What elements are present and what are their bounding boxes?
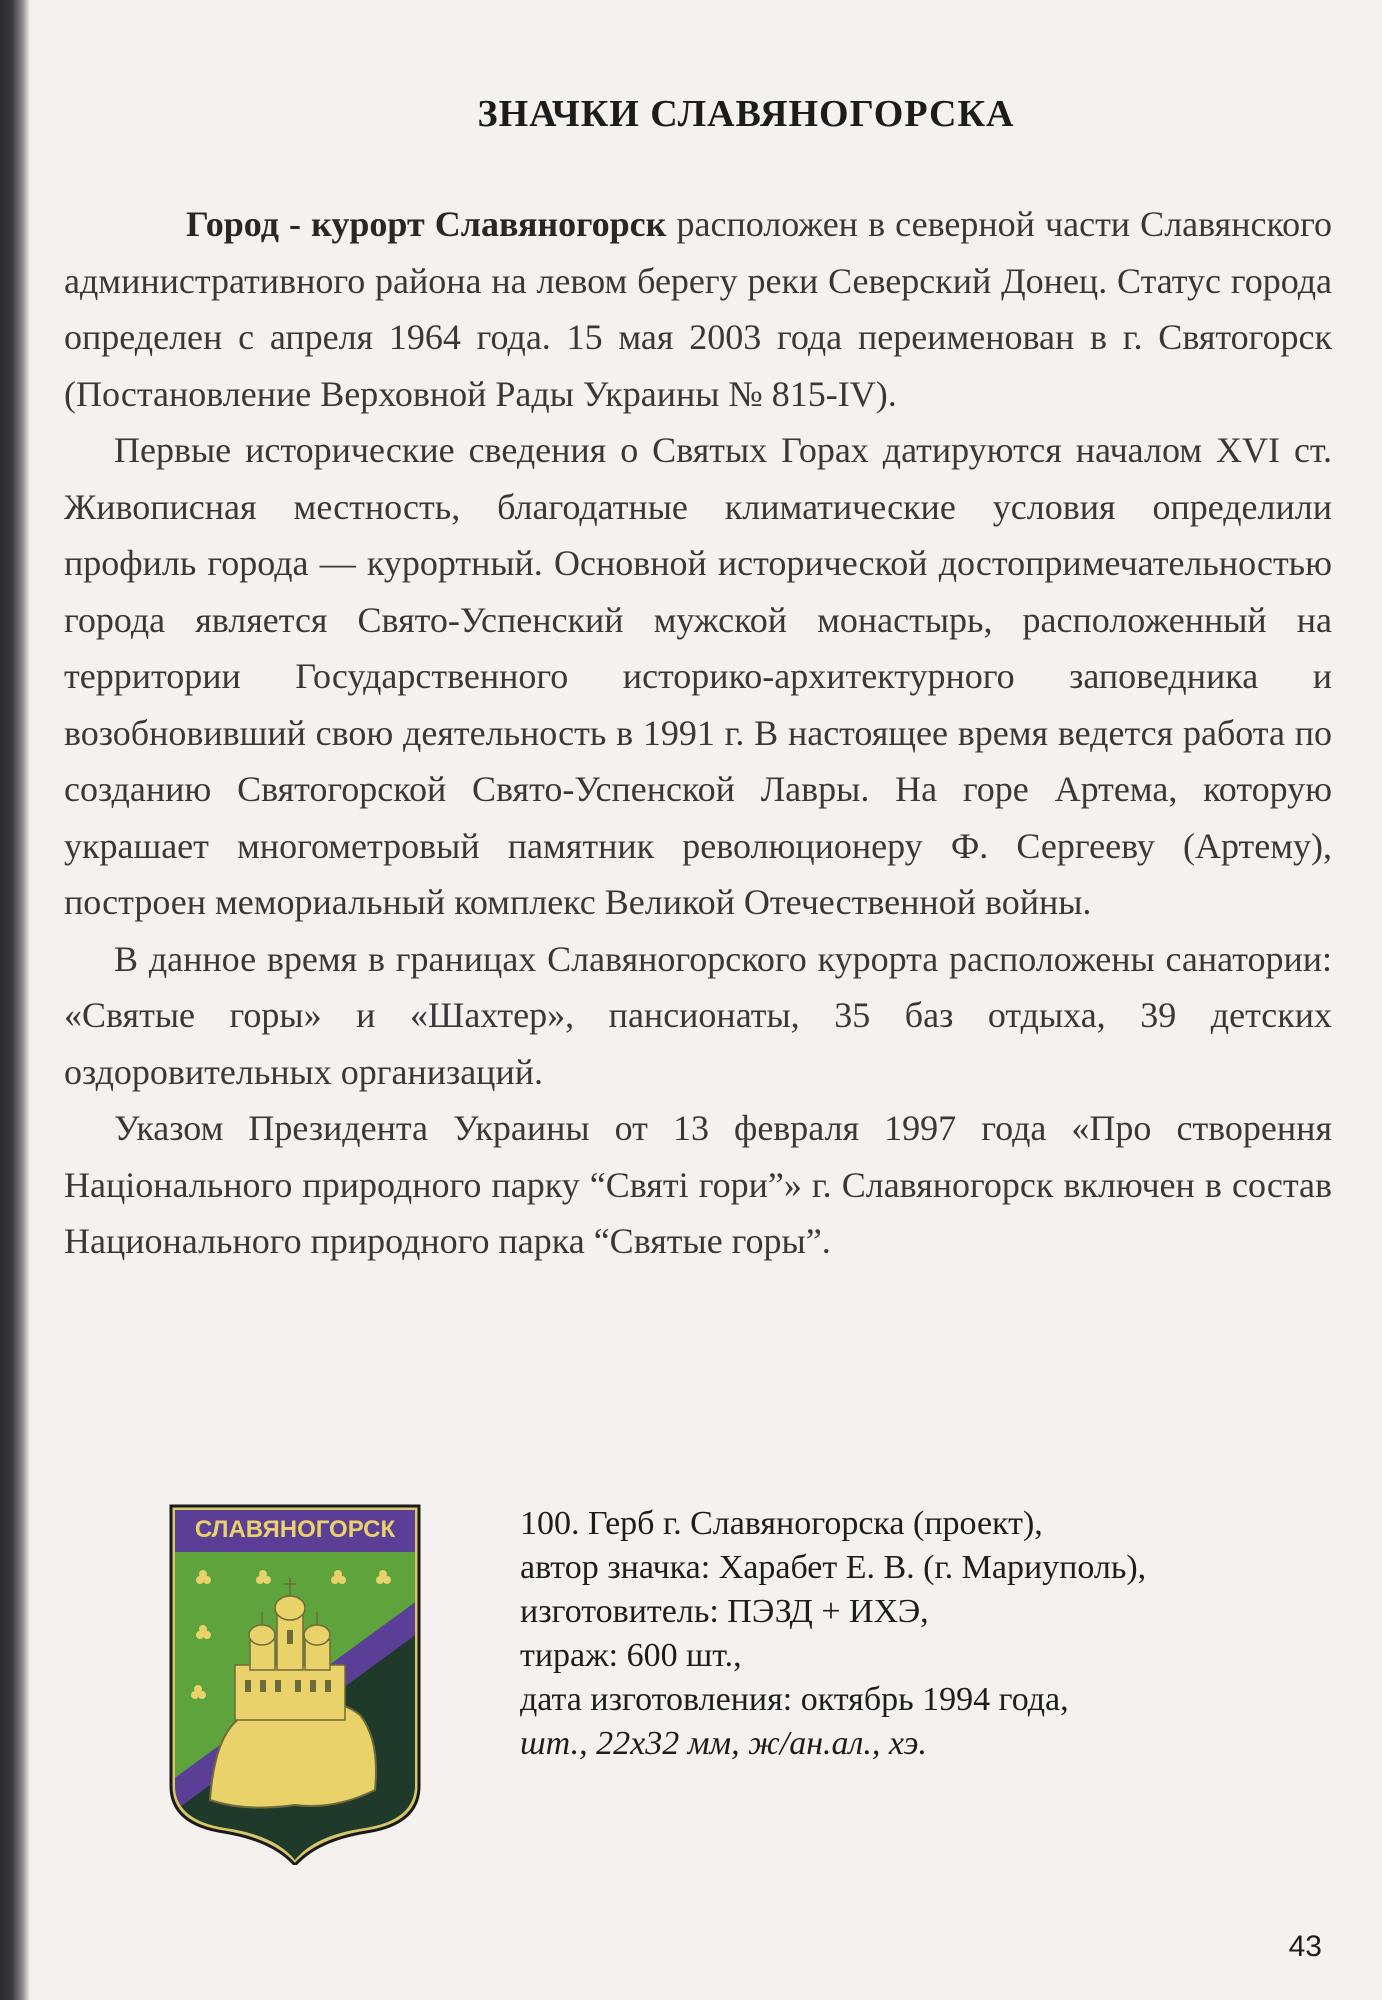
caption-line-specs: шт., 22х32 мм, ж/ан.ал., хэ.: [520, 1725, 928, 1762]
paragraph-4: Указом Президента Украины от 13 февраля 1997 года «Про створення Національного природного парку “Святі гори”» г. Славяногорск включен в состав Национального природного парка “Святые горы”.: [64, 1108, 1332, 1261]
paragraph-3: В данное время в границах Славяногорского курорта расположены санатории: «Святые горы» и «Шахтер», пансионаты, 35 баз отдыха, 39 детских оздоровительных организаций.: [64, 938, 1332, 1092]
badge-caption: [520, 1502, 1360, 1766]
caption-line-date: дата изготовления: октябрь 1994 года,: [520, 1681, 1069, 1718]
coat-of-arms-badge: [165, 1500, 425, 1865]
body-text: [64, 196, 1332, 1270]
coat-of-arms-image: [165, 1500, 425, 1865]
paragraph-1: [64, 196, 1332, 422]
paragraph-1-text: расположен в северной части Славянского административного района на левом берегу реки Северский Донец. Статус города определен с апреля 1964 года. 15 мая 2003 года переименован в г. Святогорск (Постановление Верховной Рады Украины № 815-IV).: [64, 204, 1332, 414]
book-page: [30, 0, 1382, 2000]
caption-line-edition: тираж: 600 шт.,: [520, 1637, 742, 1674]
paragraph-2: Первые исторические сведения о Святых Горах датируются началом XVI ст. Живописная местность, благодатные климатические условия определили профиль города — курортный. Основной исторической достопримечательностью города является Свято-Успенский мужской монастырь, расположенный на территории Государственного историко-архитектурного заповедника и возобновивший свою деятельность в 1991 г. В настоящее время ведется работа по созданию Святогорской Свято-Успенской Лавры. На горе Артема, которую украшает многометровый памятник революционеру Ф. Сергееву (Артему), построен мемориальный комплекс Великой Отечественной войны.: [64, 430, 1332, 922]
caption-line-author: автор значка: Харабет Е. В. (г. Мариуполь),: [520, 1549, 1147, 1586]
page-binding-edge: [0, 0, 30, 2000]
page-number: 43: [1288, 1930, 1322, 1963]
badge-label: СЛАВЯНОГОРСК: [194, 1516, 396, 1543]
caption-line-title: 100. Герб г. Славяногорска (проект),: [520, 1505, 1043, 1542]
page-title: ЗНАЧКИ СЛАВЯНОГОРСКА: [477, 93, 1015, 135]
caption-line-maker: изготовитель: ПЭЗД + ИХЭ,: [520, 1593, 929, 1630]
paragraph-1-lead: Город - курорт Славяногорск: [186, 204, 667, 244]
